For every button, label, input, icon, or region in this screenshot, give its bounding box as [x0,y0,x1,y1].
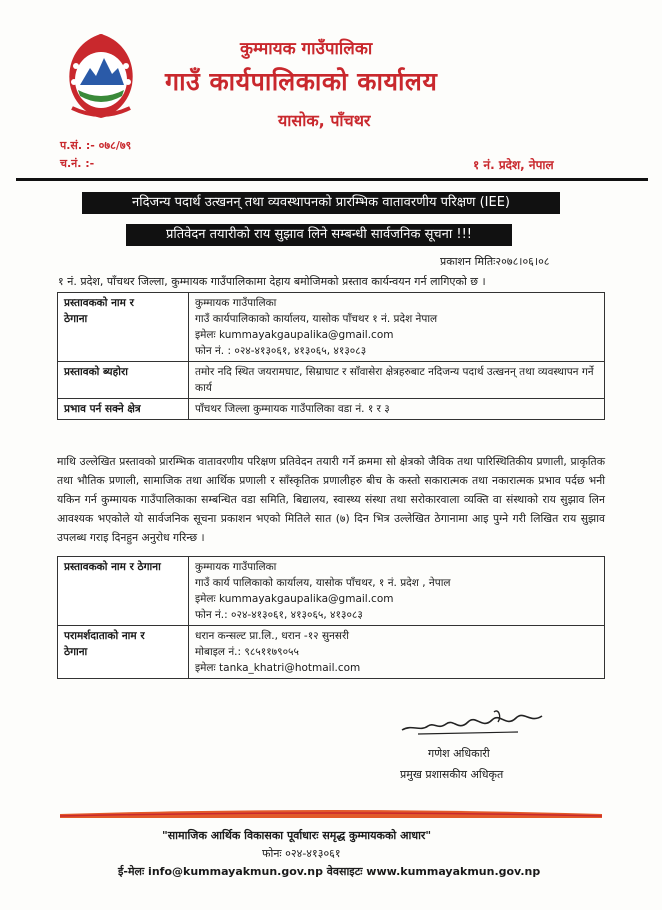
footer-slogan: "सामाजिक आर्थिक विकासका पूर्वाधारः समृद्ध कुम्मायकको आधार" [162,829,432,842]
table-label [58,626,189,679]
notice-title-line2: प्रतिवेदन तयारीको राय सुझाव लिने सम्बन्धी सार्वजनिक सूचना !!! [126,224,512,246]
consultant-label-line1: परामर्शदाताको नाम र [64,630,145,642]
table-row [58,362,605,399]
office-name: गाउँ कार्यपालिकाको कार्यालय [165,67,438,96]
header-divider [16,178,648,181]
proposer-label-line2: ठेगाना [64,313,88,325]
table-row [58,399,605,420]
footer-contact: ई-मेलः info@kummayakmun.gov.np वेवसाइटः www.kummayakmun.gov.np [118,865,541,878]
proposal-table [57,292,605,420]
nepal-emblem-logo [60,30,142,120]
dispatch-number: च.नं. :- [60,157,95,170]
proposer-phone: फोन नं.: ०२४-४१३०६१, ४१३०६५, ४१३०८३ [195,609,363,621]
proposer-name: कुम्मायक गाउँपालिका [195,297,277,309]
table-row [58,293,605,362]
body-paragraph: माथि उल्लेखित प्रस्तावको प्रारम्भिक वातावरणीय परिक्षण प्रतिवेदन तयारी गर्ने क्रममा सो क्षेत्रको जैविक तथा पारिस्थितिकीय प्रणाली, प्राकृतिक तथा भौतिक प्रणाली, सामाजिक तथा आर्थिक प्रणाली र साँस्कृतिक प्रणालीहरु बीच के कस्तो सकारात्मक तथा नकारात्मक प्रभाव पर्दछ भनी यकिन गर्न कुम्मायक गाउँपालिकाका सम्बन्धित वडा समिति, बिद्यालय, स्वास्थ्य संस्था तथा सरोकारवाला व्यक्ति वा संस्थाको राय सुझाव लिन आवश्यक भएकोले यो सार्वजनिक सूचना प्रकाशन भएको मितिले सात (७) दिन भित्र उल्लेखित ठेगानामा आइ पुग्ने गरी लिखित राय सुझाव उपलब्ध गराइ दिनहुन अनुरोध गरिन्छ । [57,455,605,544]
proposer-email: इमेलः kummayakgaupalika@gmail.com [195,593,394,605]
proposer-office: गाउँ कार्यपालिकाको कार्यालय, यासोक पाँचथर १ नं. प्रदेश नेपाल [195,313,438,325]
proposer-name: कुम्मायक गाउँपालिका [195,561,277,573]
footer-decorative-band [60,808,602,818]
reference-number: प.सं. :- ०७८/७९ [60,139,132,152]
table-cell [189,557,605,626]
handwritten-signature [398,706,546,742]
proposer-label-line1: प्रस्तावकको नाम र [64,297,134,309]
proposer-label: प्रस्तावकको नाम र ठेगाना [58,557,189,626]
intro-text: १ नं. प्रदेश, पाँचथर जिल्ला, कुम्मायक गाउँपालिकामा देहाय बमोजिमको प्रस्ताव कार्यन्वयन गर्न लागिएको छ । [58,275,486,288]
consultant-email: इमेलः tanka_khatri@hotmail.com [195,662,361,674]
publication-date: प्रकाशन मितिः२०७८।०६।०८ [440,255,550,268]
proposer-office: गाउँ कार्य पालिकाको कार्यालय, यासोक पाँचथर, १ नं. प्रदेश , नेपाल [195,577,451,589]
details-label: प्रस्तावको ब्यहोरा [58,362,189,399]
notice-title-line1: नदिजन्य पदार्थ उत्खनन् तथा व्यवस्थापनको प्रारम्भिक वातावरणीय परिक्षण (IEE) [82,192,560,214]
details-text: तमोर नदि स्थित जयरामघाट, सिम्राघाट र साँवासेरा क्षेत्रहरुबाट नदिजन्य पदार्थ उत्खनन् तथा व्यवस्थापन गर्ने कार्य [189,362,605,399]
office-address: यासोक, पाँचथर [278,111,371,130]
municipality-name: कुम्मायक गाउँपालिका [240,39,373,59]
contact-table [57,556,605,679]
table-cell [189,626,605,679]
table-label [58,293,189,362]
table-row [58,557,605,626]
impact-area-label: प्रभाव पर्न सक्ने क्षेत्र [58,399,189,420]
signatory-title: प्रमुख प्रशासकीय अधिकृत [400,768,504,781]
consultant-name: धरान कन्सल्ट प्रा.लि., धरान -१२ सुनसरी [195,630,349,642]
table-cell [189,293,605,362]
proposer-email: इमेलः kummayakgaupalika@gmail.com [195,329,394,341]
impact-area-text: पाँचथर जिल्ला कुम्मायक गाउँपालिका वडा नं. १ र ३ [189,399,605,420]
consultant-label-line2: ठेगाना [64,646,88,658]
province-label: १ नं. प्रदेश, नेपाल [473,158,554,172]
table-row [58,626,605,679]
footer-phone: फोनः ०२४-४१३०६१ [262,847,341,860]
proposer-phone: फोन नं. : ०२४-४१३०६१, ४१३०६५, ४१३०८३ [195,345,367,357]
consultant-mobile: मोबाइल नं.: ९८५११७९०५५ [195,646,299,658]
signatory-name: गणेश अधिकारी [428,747,490,760]
